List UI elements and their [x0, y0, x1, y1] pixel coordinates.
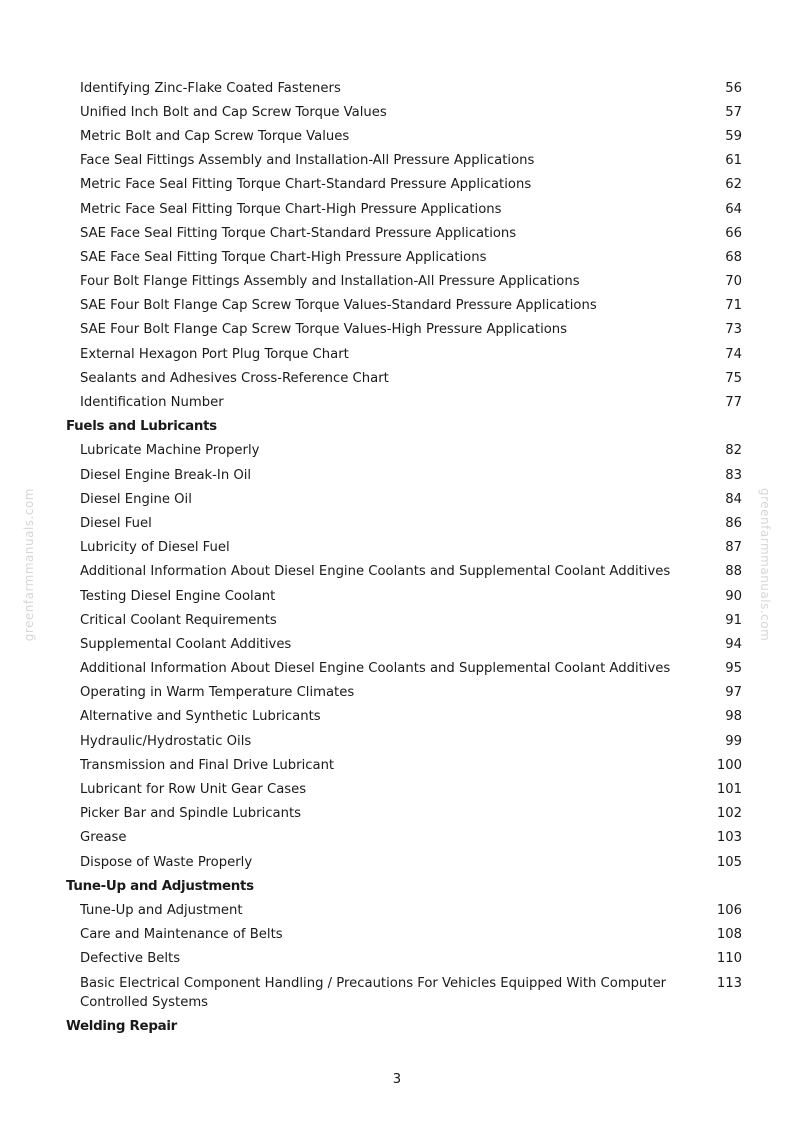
toc-entry-page: 59 [725, 128, 742, 144]
toc-entry[interactable] [0, 826, 794, 850]
toc-entry-title: Lubricate Machine Properly [80, 443, 260, 459]
toc-entry-title: Hydraulic/Hydrostatic Oils [80, 733, 252, 749]
toc-entry-page: 90 [725, 588, 742, 604]
toc-entry[interactable] [0, 149, 794, 173]
toc-entry-title: Diesel Fuel [80, 515, 152, 531]
toc-entry[interactable] [0, 632, 794, 656]
toc-entry[interactable] [0, 850, 794, 874]
toc-entry-title: Additional Information About Diesel Engine Coolants and Supplemental Coolant Additives [80, 564, 671, 580]
toc-entry-page: 95 [725, 661, 742, 677]
toc-entry[interactable] [0, 608, 794, 632]
toc-entry[interactable] [0, 390, 794, 414]
toc-entry-title: Picker Bar and Spindle Lubricants [80, 806, 301, 822]
toc-entry-page: 75 [725, 370, 742, 386]
toc-entry[interactable] [0, 729, 794, 753]
toc-entry-title: Critical Coolant Requirements [80, 612, 277, 628]
toc-entry[interactable] [0, 463, 794, 487]
toc-section-title: Welding Repair [66, 1018, 177, 1034]
toc-entry-page: 100 [716, 757, 742, 773]
toc-entry-title: Four Bolt Flange Fittings Assembly and Installation-All Pressure Applications [80, 274, 580, 290]
toc-entry-page: 70 [725, 274, 742, 290]
toc-entry[interactable] [0, 923, 794, 947]
toc-entry-page: 62 [725, 177, 742, 193]
toc-entry[interactable] [0, 487, 794, 511]
toc-entry[interactable] [0, 100, 794, 124]
toc-entry[interactable] [0, 124, 794, 148]
toc-entry-title: Unified Inch Bolt and Cap Screw Torque Values [80, 104, 387, 120]
toc-entry-page: 103 [716, 830, 742, 846]
toc-entry-title: Identifying Zinc-Flake Coated Fasteners [80, 80, 341, 96]
toc-entry-page: 74 [725, 346, 742, 362]
toc-entry-page: 73 [725, 322, 742, 338]
watermark-left: greenfarmmanuals.com [22, 488, 36, 642]
toc-entry[interactable] [0, 971, 794, 1014]
toc-entry[interactable] [0, 318, 794, 342]
toc-entry-title: Additional Information About Diesel Engine Coolants and Supplemental Coolant Additives [80, 661, 671, 677]
toc-entry[interactable] [0, 221, 794, 245]
toc-section-title: Tune-Up and Adjustments [66, 878, 254, 894]
toc-entry-title: Care and Maintenance of Belts [80, 927, 283, 943]
toc-entry[interactable] [0, 560, 794, 584]
toc-entry-page: 102 [716, 806, 742, 822]
toc-entry-title: Lubricity of Diesel Fuel [80, 540, 230, 556]
toc-entry[interactable] [0, 657, 794, 681]
toc-entry-page: 94 [725, 636, 742, 652]
toc-entry-title: Tune-Up and Adjustment [80, 902, 243, 918]
toc-entry-page: 66 [725, 225, 742, 241]
toc-entry[interactable] [0, 511, 794, 535]
toc-entry-title: Supplemental Coolant Additives [80, 636, 292, 652]
toc-section-heading [0, 874, 794, 898]
toc-entry-page: 105 [716, 854, 742, 870]
toc-entry-title: Transmission and Final Drive Lubricant [80, 757, 335, 773]
toc-entry-title: Metric Face Seal Fitting Torque Chart-Standard Pressure Applications [80, 177, 532, 193]
toc-entry-page: 101 [716, 782, 742, 798]
toc-entry[interactable] [0, 366, 794, 390]
toc-entry-title: Diesel Engine Break-In Oil [80, 467, 252, 483]
toc-entry[interactable] [0, 753, 794, 777]
toc-entry-page: 82 [725, 443, 742, 459]
toc-entry-title: SAE Four Bolt Flange Cap Screw Torque Values-High Pressure Applications [80, 322, 568, 338]
toc-entry-page: 97 [725, 685, 742, 701]
toc-entry-page: 99 [725, 733, 742, 749]
toc-entry-page: 98 [725, 709, 742, 725]
toc-entry-page: 88 [725, 564, 742, 580]
toc-entry-page: 57 [725, 104, 742, 120]
toc-entry-title: Operating in Warm Temperature Climates [80, 685, 355, 701]
toc-entry[interactable] [0, 342, 794, 366]
toc-entry[interactable] [0, 705, 794, 729]
toc-entry-title: SAE Face Seal Fitting Torque Chart-Standard Pressure Applications [80, 225, 517, 241]
toc-entry[interactable] [0, 294, 794, 318]
toc-entry[interactable] [0, 536, 794, 560]
toc-entry-page: 87 [725, 540, 742, 556]
toc-entry-page: 108 [716, 927, 742, 943]
toc-entry-page: 64 [725, 201, 742, 217]
toc-entry[interactable] [0, 197, 794, 221]
toc-entry[interactable] [0, 270, 794, 294]
toc-entry[interactable] [0, 584, 794, 608]
toc-entry-title: Alternative and Synthetic Lubricants [80, 709, 321, 725]
toc-section-heading [0, 1014, 794, 1038]
toc-entry-title: SAE Face Seal Fitting Torque Chart-High Pressure Applications [80, 249, 487, 265]
toc-entry-page: 68 [725, 249, 742, 265]
toc-entry-page: 61 [725, 153, 742, 169]
toc-section-title: Fuels and Lubricants [66, 419, 217, 435]
toc-entry[interactable] [0, 898, 794, 922]
toc-entry[interactable] [0, 802, 794, 826]
toc-entry-title: Identification Number [80, 395, 224, 411]
toc-entry-page: 106 [716, 902, 742, 918]
toc-entry[interactable] [0, 947, 794, 971]
toc-entry-title: Sealants and Adhesives Cross-Reference Chart [80, 370, 389, 386]
toc-entry-title: Basic Electrical Component Handling / Precautions For Vehicles Equipped With Computer Controlled Systems [80, 975, 667, 1010]
toc-entry-page: 71 [725, 298, 742, 314]
toc-entry-title: Lubricant for Row Unit Gear Cases [80, 782, 307, 798]
toc-entry[interactable] [0, 173, 794, 197]
toc-entry-page: 86 [725, 515, 742, 531]
toc-entry[interactable] [0, 439, 794, 463]
toc-entry-title: SAE Four Bolt Flange Cap Screw Torque Values-Standard Pressure Applications [80, 298, 597, 314]
toc-entry-page: 56 [725, 80, 742, 96]
toc-entry-page: 83 [725, 467, 742, 483]
toc-entry-page: 91 [725, 612, 742, 628]
toc-entry-page: 77 [725, 395, 742, 411]
toc-entry-title: Testing Diesel Engine Coolant [80, 588, 276, 604]
toc-section-heading [0, 415, 794, 439]
toc-entry-title: Grease [80, 830, 127, 846]
toc-entry-title: Dispose of Waste Properly [80, 854, 253, 870]
toc-entry-title: Defective Belts [80, 951, 181, 967]
toc-entry-page: 110 [716, 951, 742, 967]
toc-entry[interactable] [0, 777, 794, 801]
page-number: 3 [392, 1072, 402, 1087]
toc-entry-title: Metric Face Seal Fitting Torque Chart-High Pressure Applications [80, 201, 502, 217]
toc-entry-title: Diesel Engine Oil [80, 491, 192, 507]
toc-entry[interactable] [0, 681, 794, 705]
toc-entry-title: Face Seal Fittings Assembly and Installation-All Pressure Applications [80, 153, 535, 169]
toc-entry-page: 84 [725, 491, 742, 507]
table-of-contents [0, 76, 794, 1038]
toc-entry-title: External Hexagon Port Plug Torque Chart [80, 346, 349, 362]
toc-entry[interactable] [0, 76, 794, 100]
toc-entry[interactable] [0, 245, 794, 269]
watermark-right: greenfarmmanuals.com [758, 488, 772, 642]
toc-entry-title: Metric Bolt and Cap Screw Torque Values [80, 128, 350, 144]
toc-entry-page: 113 [716, 975, 742, 991]
